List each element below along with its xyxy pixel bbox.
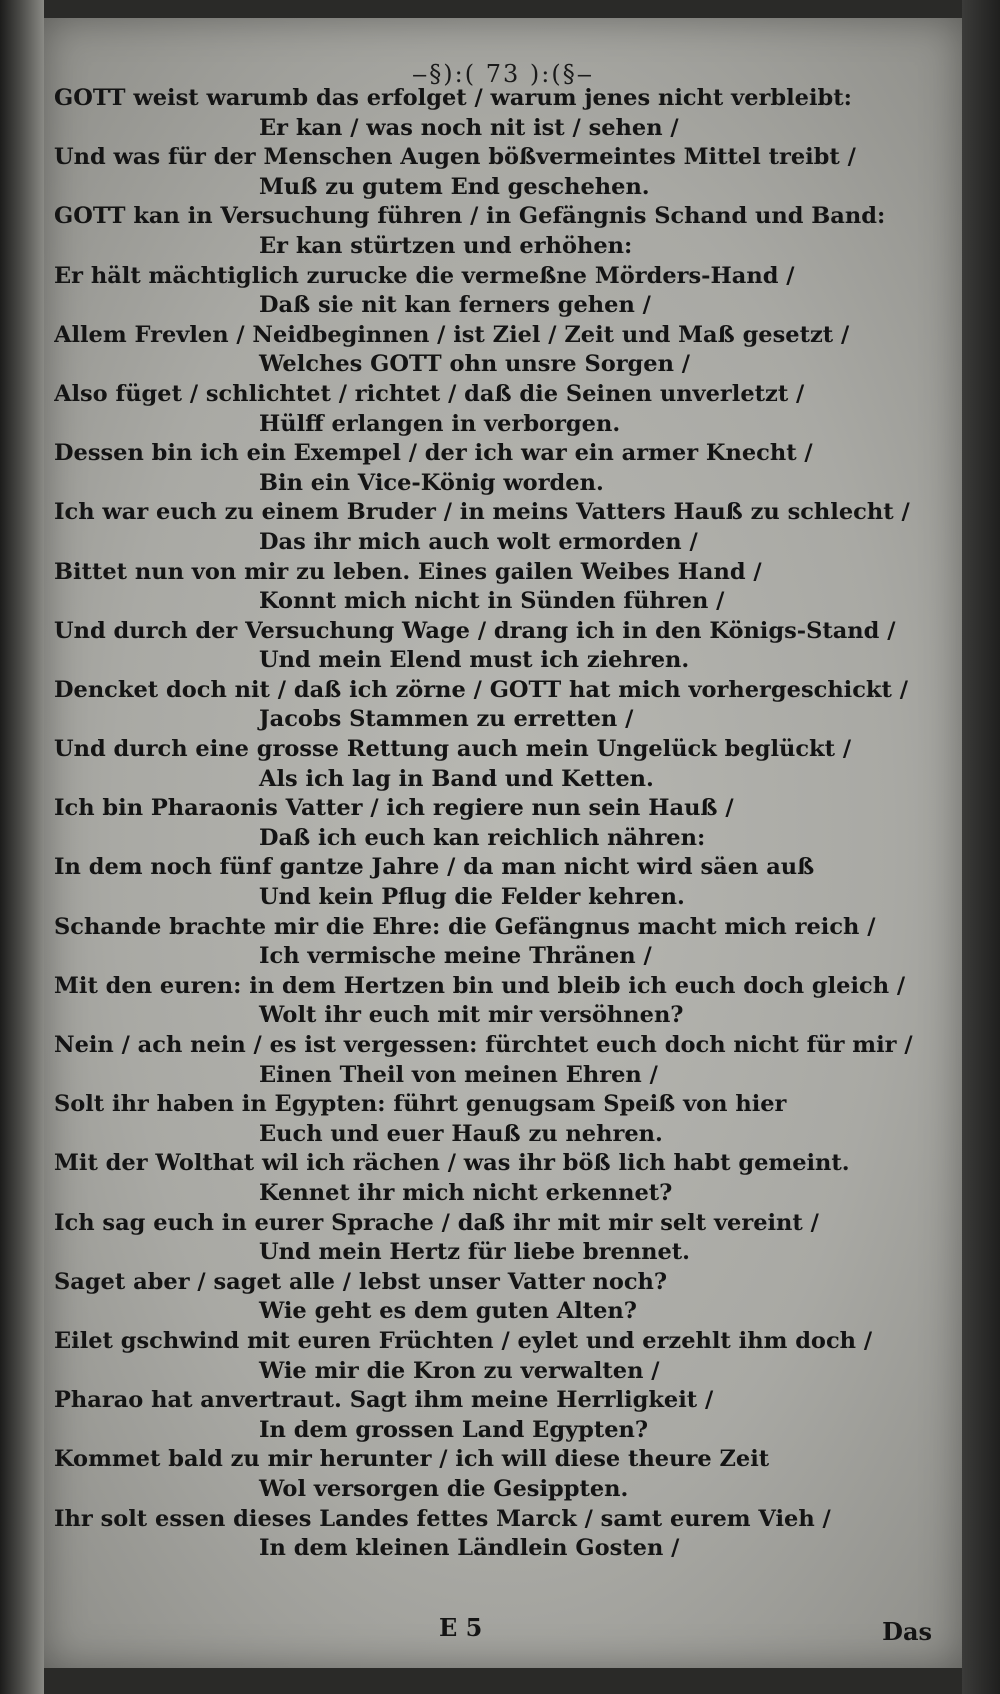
verse-line: Saget aber / saget alle / lebst unser Vatter noch? <box>54 1268 668 1295</box>
verse-line: In dem noch fünf gantze Jahre / da man nicht wird säen auß <box>54 854 815 881</box>
verse-line: Konnt mich nicht in Sünden führen / <box>259 588 725 615</box>
signature-mark: E 5 <box>439 1613 483 1642</box>
verse-line: Muß zu gutem End geschehen. <box>259 173 650 200</box>
verse-line: Bittet nun von mir zu leben. Eines gailen Weibes Hand / <box>54 558 762 585</box>
verse-line: Wolt ihr euch mit mir versöhnen? <box>259 1002 684 1029</box>
verse-line: Und mein Elend must ich ziehren. <box>259 647 690 674</box>
page-header: ‒§):( 73 ):(§‒ <box>412 60 594 88</box>
verse-line: Und durch der Versuchung Wage / drang ich in den Königs-Stand / <box>54 617 896 644</box>
verse-line: Mit der Wolthat wil ich rächen / was ihr böß lich habt gemeint. <box>54 1150 850 1177</box>
verse-line: Als ich lag in Band und Ketten. <box>259 765 654 792</box>
verse-line: Er kan / was noch nit ist / sehen / <box>259 114 679 141</box>
verse-line: Mit den euren: in dem Hertzen bin und bleib ich euch doch gleich / <box>54 972 906 999</box>
verse-line: Pharao hat anvertraut. Sagt ihm meine Herrligkeit / <box>54 1387 714 1414</box>
verse-line: Schande brachte mir die Ehre: die Gefängnus macht mich reich / <box>54 913 876 940</box>
verse-line: GOTT weist warumb das erfolget / warum jenes nicht verbleibt: <box>54 85 852 111</box>
verse-line: In dem kleinen Ländlein Gosten / <box>259 1535 680 1562</box>
verse-line: Und was für der Menschen Augen bößvermeintes Mittel treibt / <box>54 144 856 171</box>
book-page <box>44 18 962 1668</box>
verse-line: Bin ein Vice-König worden. <box>259 469 604 496</box>
verse-line: Und kein Pflug die Felder kehren. <box>259 884 685 911</box>
verse-line: Wie geht es dem guten Alten? <box>259 1298 637 1325</box>
verse-line: Ich vermische meine Thränen / <box>259 943 652 970</box>
verse-line: Also füget / schlichtet / richtet / daß die Seinen unverletzt / <box>54 380 805 407</box>
verse-line: Er hält mächtiglich zurucke die vermeßne Mörders-Hand / <box>54 262 795 289</box>
verse-line: Kennet ihr mich nicht erkennet? <box>259 1179 673 1206</box>
verse-line: Wol versorgen die Gesippten. <box>259 1475 629 1502</box>
verse-line: Nein / ach nein / es ist vergessen: fürchtet euch doch nicht für mir / <box>54 1032 913 1058</box>
verse-line: Daß ich euch kan reichlich nähren: <box>259 824 706 851</box>
verse-line: Daß sie nit kan ferners gehen / <box>259 292 651 319</box>
verse-line: Dencket doch nit / daß ich zörne / GOTT hat mich vorhergeschickt / <box>54 676 908 703</box>
catchword: Das <box>882 1617 932 1646</box>
verse-line: Ich sag euch in eurer Sprache / daß ihr mit mir selt vereint / <box>54 1209 819 1236</box>
verse-line: Ich bin Pharaonis Vatter / ich regiere nun sein Hauß / <box>54 795 734 822</box>
verse-line: Eilet gschwind mit euren Früchten / eylet und erzehlt ihm doch / <box>54 1327 873 1354</box>
scan-margin <box>0 0 44 1694</box>
verse-line: Welches GOTT ohn unsre Sorgen / <box>259 351 691 378</box>
verse-line: Dessen bin ich ein Exempel / der ich war ein armer Knecht / <box>54 440 813 467</box>
verse-line: GOTT kan in Versuchung führen / in Gefängnis Schand und Band: <box>54 203 886 230</box>
verse-line: Allem Frevlen / Neidbeginnen / ist Ziel / Zeit und Maß gesetzt / <box>54 321 850 348</box>
verse-line: Einen Theil von meinen Ehren / <box>259 1061 658 1088</box>
verse-line: Ihr solt essen dieses Landes fettes Marck / samt eurem Vieh / <box>54 1505 831 1532</box>
verse-line: Solt ihr haben in Egypten: führt genugsam Speiß von hier <box>54 1091 787 1118</box>
verse-line: Er kan stürtzen und erhöhen: <box>259 232 633 259</box>
verse-line: Das ihr mich auch wolt ermorden / <box>259 528 698 555</box>
verse-line: Ich war euch zu einem Bruder / in meins Vatters Hauß zu schlecht / <box>54 499 910 526</box>
verse-line: Wie mir die Kron zu verwalten / <box>259 1357 660 1384</box>
verse-line: Hülff erlangen in verborgen. <box>259 410 621 437</box>
verse-line: Euch und euer Hauß zu nehren. <box>259 1120 663 1147</box>
verse-line: Kommet bald zu mir herunter / ich will diese theure Zeit <box>54 1446 770 1473</box>
verse-line: Und mein Hertz für liebe brennet. <box>259 1239 691 1266</box>
verse-line: In dem grossen Land Egypten? <box>259 1416 649 1443</box>
verse-line: Jacobs Stammen zu erretten / <box>259 706 634 733</box>
page-edge <box>962 0 1000 1694</box>
verse-line: Und durch eine grosse Rettung auch mein Ungelück beglückt / <box>54 736 852 763</box>
poem-text <box>54 84 922 1564</box>
